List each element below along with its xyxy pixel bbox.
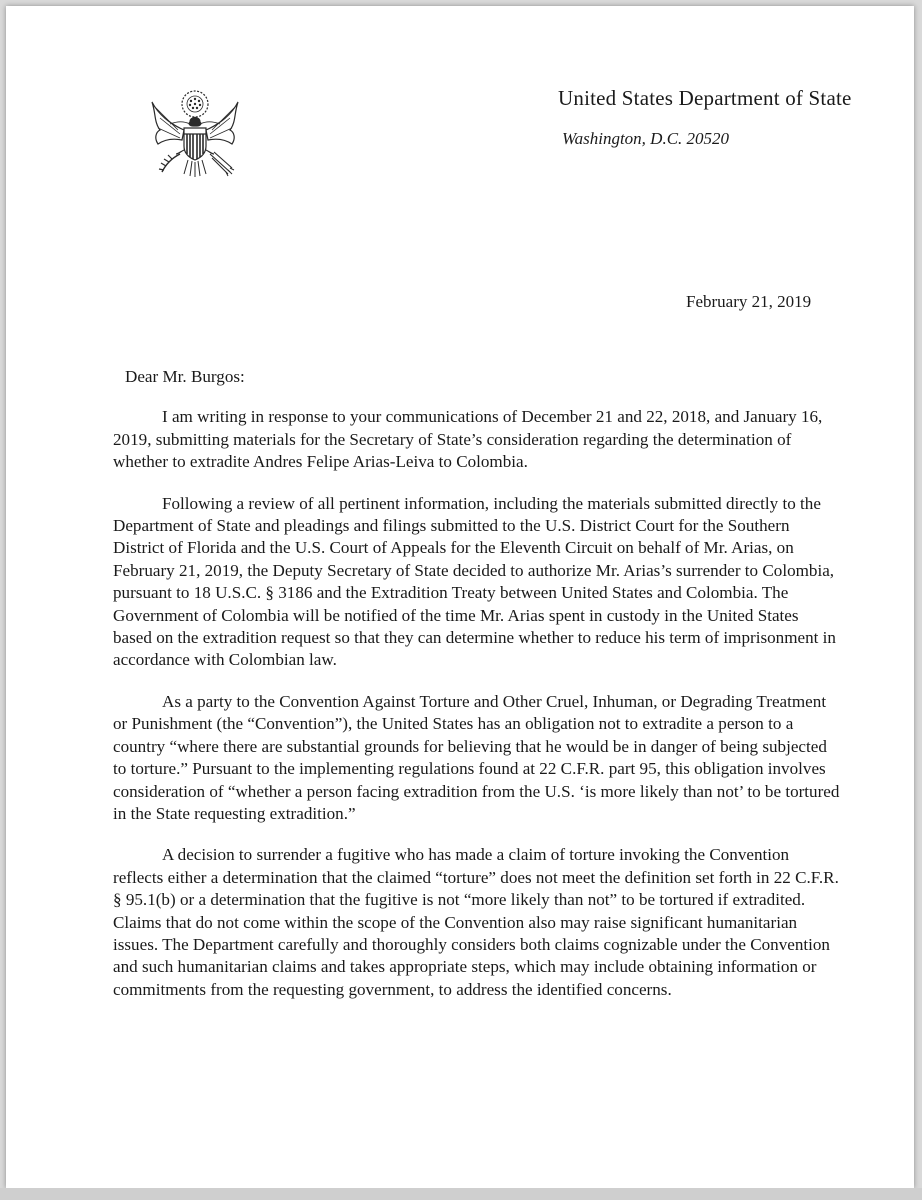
eagle-seal-svg: [140, 84, 250, 184]
bottom-edge: [0, 1188, 922, 1200]
letter-page: [6, 6, 914, 1188]
letterhead: [558, 86, 852, 149]
department-name: United States Department of State: [558, 86, 852, 110]
letter-body: [113, 366, 841, 1020]
department-address: Washington, D.C. 20520: [562, 129, 730, 148]
paragraph-3: As a party to the Convention Against Torture and Other Cruel, Inhuman, or Degrading Treatment or Punishment (the “Convention”), the United States has an obligation not to extradite a person to a country “where there are substantial grounds for believing that he would be in danger of being subjected to torture.” Pursuant to the implementing regulations found at 22 C.F.R. part 95, this obligation involves consideration of “whether a person facing extradition from the U.S. ‘is more likely than not’ to be tortured in the State requesting extradition.”: [113, 691, 840, 823]
paragraph-1: I am writing in response to your communications of December 21 and 22, 2018, and January 16, 2019, submitting materials for the Secretary of State’s consideration regarding the determination of whether to extradite Andres Felipe Arias-Leiva to Colombia.: [113, 407, 823, 472]
letter-date: February 21, 2019: [686, 292, 812, 311]
paragraph-4: A decision to surrender a fugitive who has made a claim of torture invoking the Convention reflects either a determination that the claimed “torture” does not meet the definition set forth in 22 C.F.R. § 95.1(b) or a determination that the fugitive is not “more likely than not” to be tortured if extradited. Claims that do not come within the scope of the Convention also may raise significant humanitarian issues. The Department carefully and thoroughly considers both claims cognizable under the Convention and such humanitarian claims and takes appropriate steps, which may include obtaining information or commitments from the requesting government, to address the identified concerns.: [113, 845, 839, 999]
great-seal-icon: [140, 84, 250, 184]
salutation: Dear Mr. Burgos:: [125, 367, 245, 386]
paragraph-2: Following a review of all pertinent information, including the materials submitted directly to the Department of State and pleadings and filings submitted to the U.S. District Court for the Southern District of Florida and the U.S. Court of Appeals for the Eleventh Circuit on behalf of Mr. Arias, on February 21, 2019, the Deputy Secretary of State decided to authorize Mr. Arias’s surrender to Colombia, pursuant to 18 U.S.C. § 3186 and the Extradition Treaty between United States and Colombia. The Government of Colombia will be notified of the time Mr. Arias spent in custody in the United States based on the extradition request so that they can determine whether to reduce his term of imprisonment in accordance with Colombian law.: [113, 493, 836, 670]
